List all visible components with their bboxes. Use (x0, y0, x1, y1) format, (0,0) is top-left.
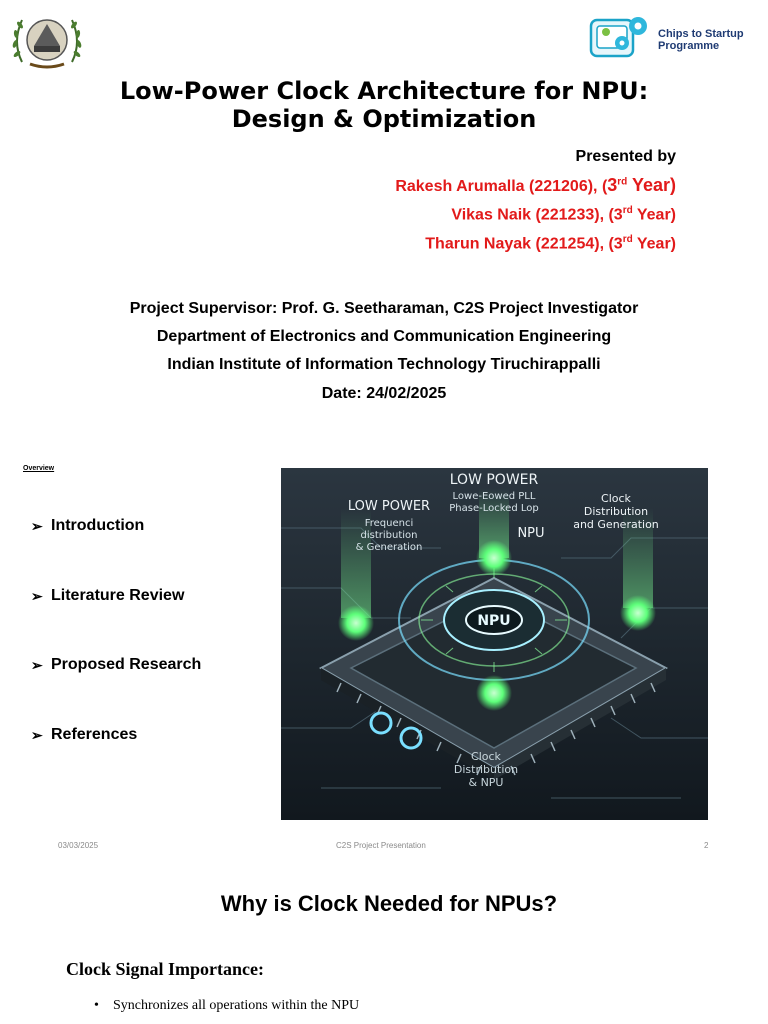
presented-by: Presented by (575, 148, 676, 165)
project-supervisor: Project Supervisor: Prof. G. Seetharaman, C2S Project Investigator (129, 300, 639, 317)
img-label-top: LOW POWER (449, 472, 539, 488)
arrow-bullet-icon: ➢ (31, 517, 43, 534)
footer-page-number: 2 (704, 841, 709, 850)
footer-date: 03/03/2025 (58, 841, 99, 850)
bullet-synchronizes-text: Synchronizes all operations within the NPU (113, 998, 360, 1013)
overview-item-label: Proposed Research (51, 656, 202, 673)
presenter-3-ord: 3 (613, 235, 623, 253)
clock-signal-heading: Clock Signal Importance: (66, 959, 264, 979)
presenter-1 (395, 175, 676, 196)
npu-chip-illustration (281, 468, 708, 820)
overview-item-introduction (31, 517, 144, 535)
presenter-2-name: Vikas Naik (221233), ( (451, 206, 614, 224)
presenter-1-year: Year) (627, 175, 676, 195)
presenter-2-year: Year) (632, 206, 676, 224)
bullet-dot-icon: • (94, 998, 99, 1013)
presenter-1-ord: 3 (607, 175, 618, 195)
presenter-1-name: Rakesh Arumalla (221206), ( (395, 178, 608, 195)
presenter-2-sup: rd (622, 205, 633, 216)
presenter-1-sup: rd (617, 176, 628, 188)
department: Department of Electronics and Communication Engineering (156, 328, 612, 345)
npu-center-label: NPU (477, 613, 511, 629)
img-label-left-sub: Frequenci distribution & Generation (355, 518, 423, 553)
presenter-3-year: Year) (632, 235, 676, 253)
overview-item-literature-review (31, 587, 184, 605)
overview-item-label: Introduction (51, 517, 145, 534)
slide-title (0, 77, 768, 133)
bullet-synchronizes (94, 998, 359, 1014)
presentation-date: Date: 24/02/2025 (321, 385, 447, 402)
arrow-bullet-icon: ➢ (31, 726, 43, 743)
footer-center: C2S Project Presentation (336, 841, 426, 850)
img-label-right: Clock Distribution and Generation (573, 492, 659, 531)
slide-title-line1: Low-Power Clock Architecture for NPU: (119, 77, 649, 105)
slide3-title: Why is Clock Needed for NPUs? (220, 891, 558, 916)
arrow-bullet-icon: ➢ (31, 656, 43, 673)
chip-gear-icon (588, 10, 658, 66)
presenter-3-sup: rd (622, 234, 633, 245)
img-label-npu: NPU (517, 526, 545, 541)
c2s-logo-line1: Chips to Startup (658, 28, 744, 40)
overview-label: Overview (23, 465, 55, 472)
overview-item-references (31, 726, 137, 744)
overview-item-label: References (51, 726, 138, 743)
img-label-top-sub: Lowe-Eowed PLL Phase-Locked Lop (449, 491, 539, 514)
img-label-left: LOW POWER (347, 499, 431, 514)
overview-item-label: Literature Review (51, 587, 185, 604)
presenter-3-name: Tharun Nayak (221254), ( (425, 235, 614, 253)
slide-title-line2: Design & Optimization (231, 105, 537, 133)
img-label-bottom: Clock Distribution & NPU (453, 750, 519, 789)
presenter-3 (425, 234, 676, 253)
presenter-2 (451, 205, 676, 224)
presenter-2-ord: 3 (613, 206, 623, 224)
chips-to-startup-logo (588, 10, 758, 66)
institute-name: Indian Institute of Information Technology Tiruchirappalli (167, 356, 601, 373)
institute-emblem-icon (10, 10, 84, 72)
c2s-logo-line2: Programme (658, 40, 720, 52)
arrow-bullet-icon: ➢ (31, 587, 43, 604)
overview-item-proposed-research (31, 656, 201, 674)
